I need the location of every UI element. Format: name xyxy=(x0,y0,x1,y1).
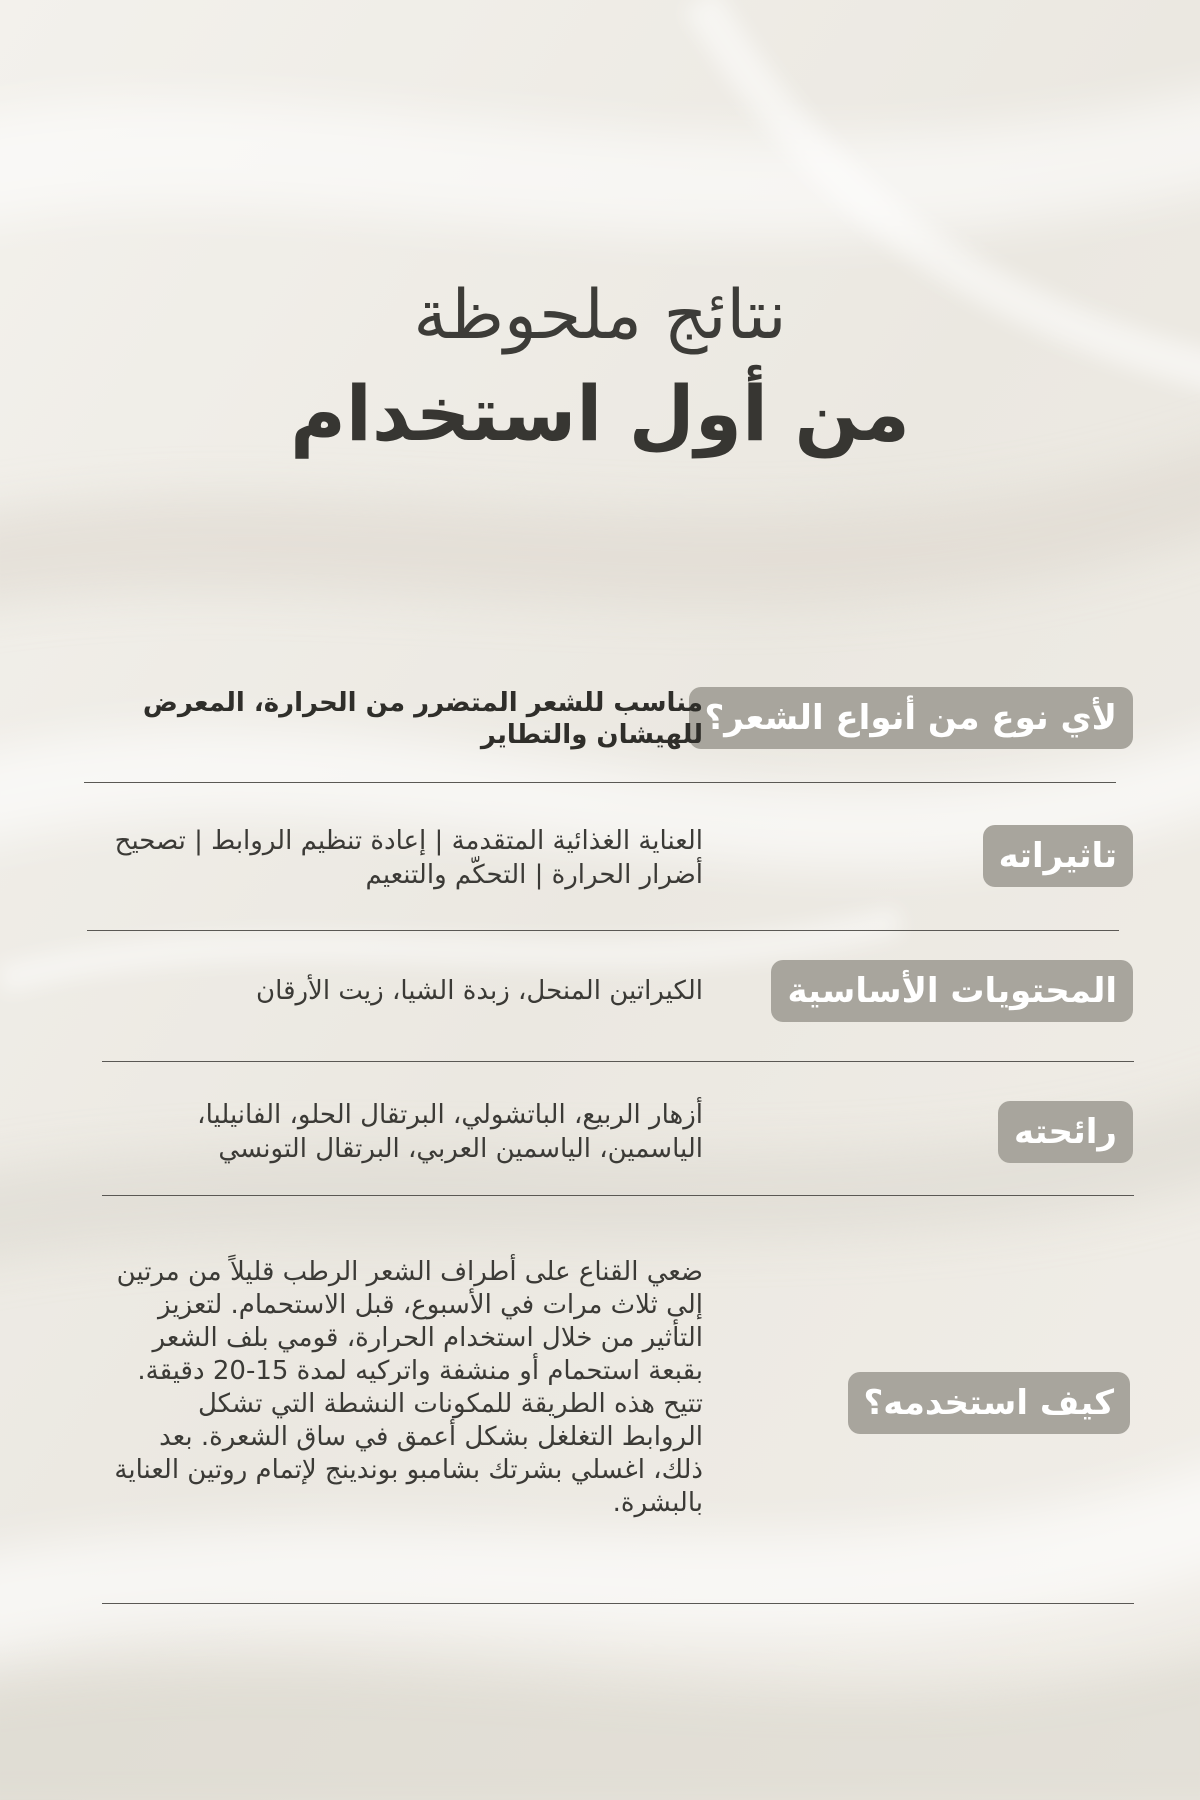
divider-4 xyxy=(102,1195,1134,1196)
divider-5 xyxy=(102,1603,1134,1604)
value-effects: العناية الغذائية المتقدمة | إعادة تنظيم الروابط | تصحيح أضرار الحرارة | التحكّم والتنعيم xyxy=(114,826,703,890)
label-hair-type: لأي نوع من أنواع الشعر؟ xyxy=(689,687,1133,749)
label-effects: تاثيراته xyxy=(983,825,1133,887)
divider-2 xyxy=(87,930,1119,931)
headline-line-2: من أول استخدام xyxy=(290,369,910,458)
label-scent: رائحته xyxy=(998,1101,1133,1163)
value-how-to-use: ضعي القناع على أطراف الشعر الرطب قليلاً من مرتين إلى ثلاث مرات في الأسبوع، قبل الاستحمام. لتعزيز التأثير من خلال استخدام الحرارة، قومي بلف الشعر بقبعة استحمام أو منشفة واتركيه لمدة 15-20 دقيقة. تتيح هذه الطريقة للمكونات النشطة التي تشكل الروابط التغلغل بشكل أعمق في ساق الشعرة. بعد ذلك، اغسلي بشرتك بشامبو بوندينج لإتمام روتين العناية بالبشرة. xyxy=(114,1257,703,1518)
headline-line-1: نتائج ملحوظة xyxy=(413,276,787,355)
label-how-to-use: كيف استخدمه؟ xyxy=(848,1372,1130,1434)
value-scent: أزهار الربيع، الباتشولي، البرتقال الحلو، الفانيليا، الياسمين، الياسمين العربي، البرتقال التونسي xyxy=(197,1100,703,1164)
label-ingredients: المحتويات الأساسية xyxy=(771,960,1133,1022)
divider-3 xyxy=(102,1061,1134,1062)
value-hair-type: مناسب للشعر المتضرر من الحرارة، المعرض للهيشان والتطاير xyxy=(142,688,703,750)
headline xyxy=(0,268,1200,464)
divider-1 xyxy=(84,782,1116,783)
value-ingredients: الكيراتين المنحل، زبدة الشيا، زيت الأرقان xyxy=(256,976,703,1006)
